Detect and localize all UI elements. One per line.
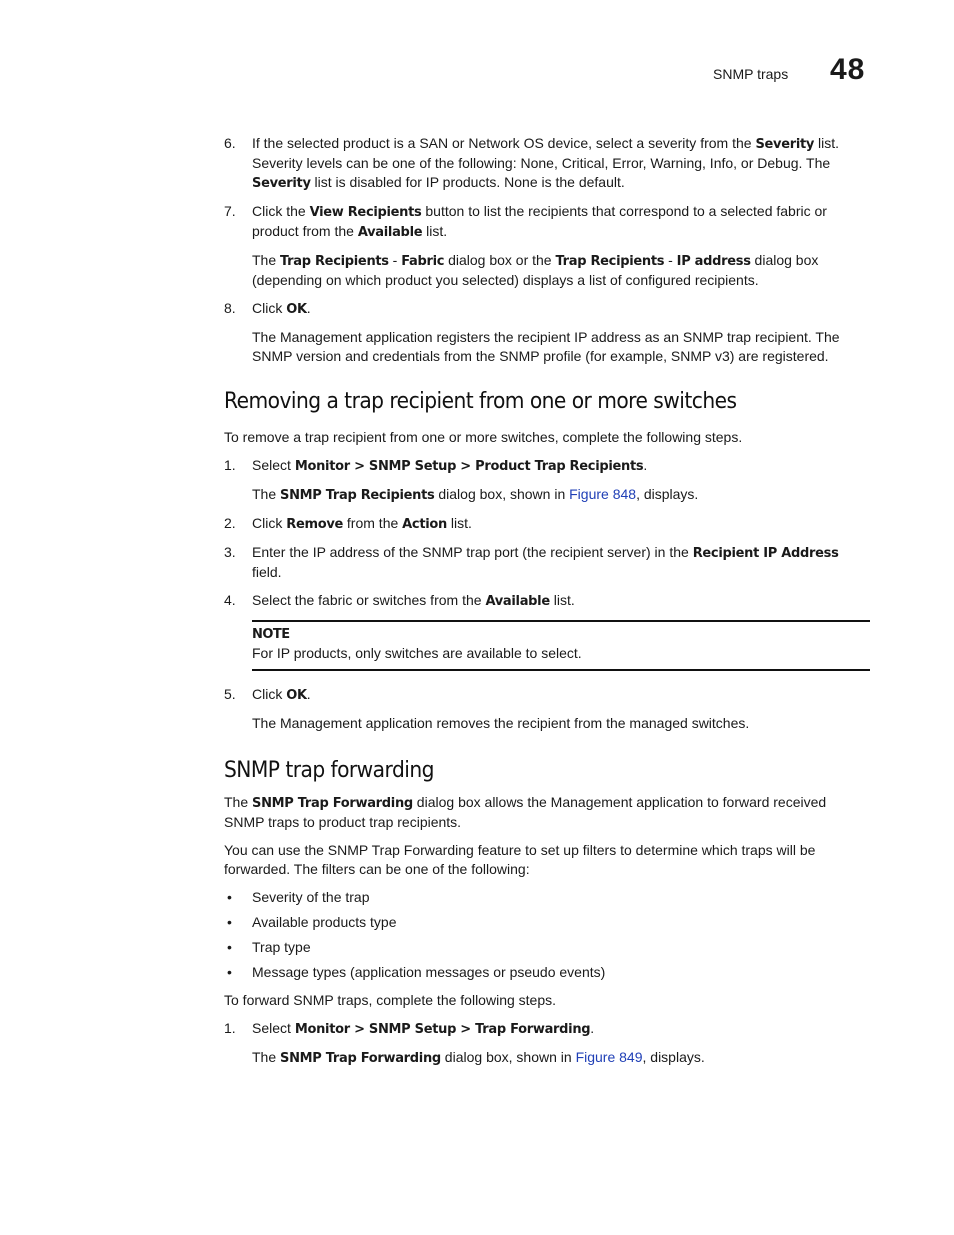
step-number: 3. [224, 544, 236, 560]
step-detail [252, 485, 870, 505]
paragraph-text: The [224, 794, 253, 810]
bullet-text: Message types (application messages or pseudo events) [252, 964, 606, 980]
paragraph: You can use the SNMP Trap Forwarding feature to set up filters to determine which traps will be forwarded. The filters can be one of the following: [224, 842, 816, 877]
step-text: list. Severity levels can be one of the following: None, Critical, Error, Warning, Info, or Debug. The [252, 135, 839, 171]
list-item [224, 685, 870, 705]
step-number: 8. [224, 300, 236, 316]
step-text: . [643, 457, 648, 473]
step-detail [252, 251, 870, 290]
ui-term: OK [286, 688, 307, 703]
step-text: button to list the recipients that correspond to a selected fabric or product from the [252, 203, 827, 239]
bullet-item [224, 913, 870, 932]
section-heading: Removing a trap recipient from one or more switches [224, 389, 737, 414]
step-text: . [306, 686, 311, 702]
ui-term: Monitor > SNMP Setup > Trap Forwarding [294, 1022, 591, 1037]
paragraph: To remove a trap recipient from one or more switches, complete the following steps. [224, 429, 743, 445]
step-text: Click [252, 300, 287, 316]
ui-term: Fabric [401, 254, 445, 269]
ui-term: Severity [755, 137, 815, 152]
list-item [224, 514, 870, 534]
chapter-number: 48 [830, 53, 866, 86]
step-number: 5. [224, 686, 236, 702]
paragraph: To forward SNMP traps, complete the following steps. [224, 992, 557, 1008]
list-item [224, 134, 870, 193]
step-detail: The Management application registers the recipient IP address as an SNMP trap recipient. The SNMP version and credentials from the SNMP profile (for example, SNMP v3) are registered. [252, 329, 840, 364]
step-text: , displays. [642, 1049, 705, 1065]
step-text: dialog box (depending on which product you selected) displays a list of configured recipients. [252, 252, 819, 288]
ui-term: View Recipients [309, 205, 422, 220]
ui-term: SNMP Trap Forwarding [280, 1051, 441, 1066]
step-text: list. [447, 515, 472, 531]
bullet-icon: • [227, 889, 232, 905]
step-text: Click [252, 515, 287, 531]
bullet-icon: • [227, 914, 232, 930]
paragraph-text: dialog box allows the Management application to forward received SNMP traps to product trap recipients. [224, 794, 827, 830]
ui-term: Available [357, 225, 423, 240]
step-text: Click the [252, 203, 310, 219]
step-number: 7. [224, 203, 236, 219]
step-text: . [590, 1020, 595, 1036]
step-detail: The Management application removes the recipient from the managed switches. [252, 715, 750, 731]
step-text: list. [422, 223, 448, 239]
bullet-text: Severity of the trap [252, 889, 370, 905]
step-text: Select [252, 1020, 295, 1036]
note-text: For IP products, only switches are available to select. [252, 645, 582, 661]
step-text: - [388, 252, 402, 268]
ui-term: Recipient IP Address [692, 546, 839, 561]
step-text: list is disabled for IP products. None is the default. [310, 174, 625, 190]
note-label: NOTE [252, 627, 290, 642]
ui-term: Monitor > SNMP Setup > Product Trap Recipients [294, 459, 644, 474]
step-text: Enter the IP address of the SNMP trap port (the recipient server) in the [252, 544, 693, 560]
ui-term: Remove [286, 517, 344, 532]
step-text: , displays. [636, 486, 699, 502]
bullet-item [224, 888, 870, 907]
bullet-icon: • [227, 939, 232, 955]
step-text: dialog box, shown in [440, 1049, 576, 1065]
step-text: - [664, 252, 677, 268]
step-text: Click [252, 686, 287, 702]
bullet-icon: • [227, 964, 232, 980]
bullet-item [224, 963, 870, 982]
step-text: Select [252, 457, 295, 473]
step-text: The [252, 1049, 281, 1065]
list-item [224, 456, 870, 476]
ui-term: Trap Recipients [555, 254, 665, 269]
list-item [224, 202, 870, 242]
ui-term: Trap Recipients [280, 254, 389, 269]
paragraph [224, 793, 870, 832]
figure-link[interactable]: Figure 848 [569, 486, 637, 502]
step-text: . [306, 300, 311, 316]
list-item [224, 591, 870, 611]
step-number: 1. [224, 1020, 236, 1036]
step-text: The [252, 252, 281, 268]
figure-link[interactable]: Figure 849 [575, 1049, 643, 1065]
ui-term: IP address [676, 254, 751, 269]
ui-term: Action [402, 517, 447, 532]
ui-term: OK [286, 302, 307, 317]
ui-term: SNMP Trap Recipients [280, 488, 435, 503]
ui-term: Severity [252, 176, 311, 191]
running-header-section: SNMP traps [713, 66, 789, 82]
step-number: 1. [224, 457, 236, 473]
list-item [224, 543, 870, 582]
step-text: Select the fabric or switches from the [252, 592, 486, 608]
step-number: 6. [224, 135, 236, 151]
step-text: The [252, 486, 281, 502]
step-text: dialog box or the [444, 252, 556, 268]
bullet-text: Available products type [252, 914, 397, 930]
step-text: dialog box, shown in [434, 486, 570, 502]
step-detail [252, 1048, 870, 1068]
ui-term: SNMP Trap Forwarding [252, 796, 413, 811]
page-content [224, 134, 870, 1077]
step-text: from the [343, 515, 403, 531]
bullet-item [224, 938, 870, 957]
list-item [224, 299, 870, 319]
step-number: 4. [224, 592, 236, 608]
step-text: If the selected product is a SAN or Network OS device, select a severity from the [252, 135, 756, 151]
step-text: field. [252, 564, 282, 580]
ui-term: Available [485, 594, 550, 609]
step-text: list. [549, 592, 575, 608]
section-heading: SNMP trap forwarding [224, 758, 434, 783]
note-box [252, 620, 870, 671]
list-item [224, 1019, 870, 1039]
bullet-text: Trap type [252, 939, 311, 955]
step-number: 2. [224, 515, 236, 531]
